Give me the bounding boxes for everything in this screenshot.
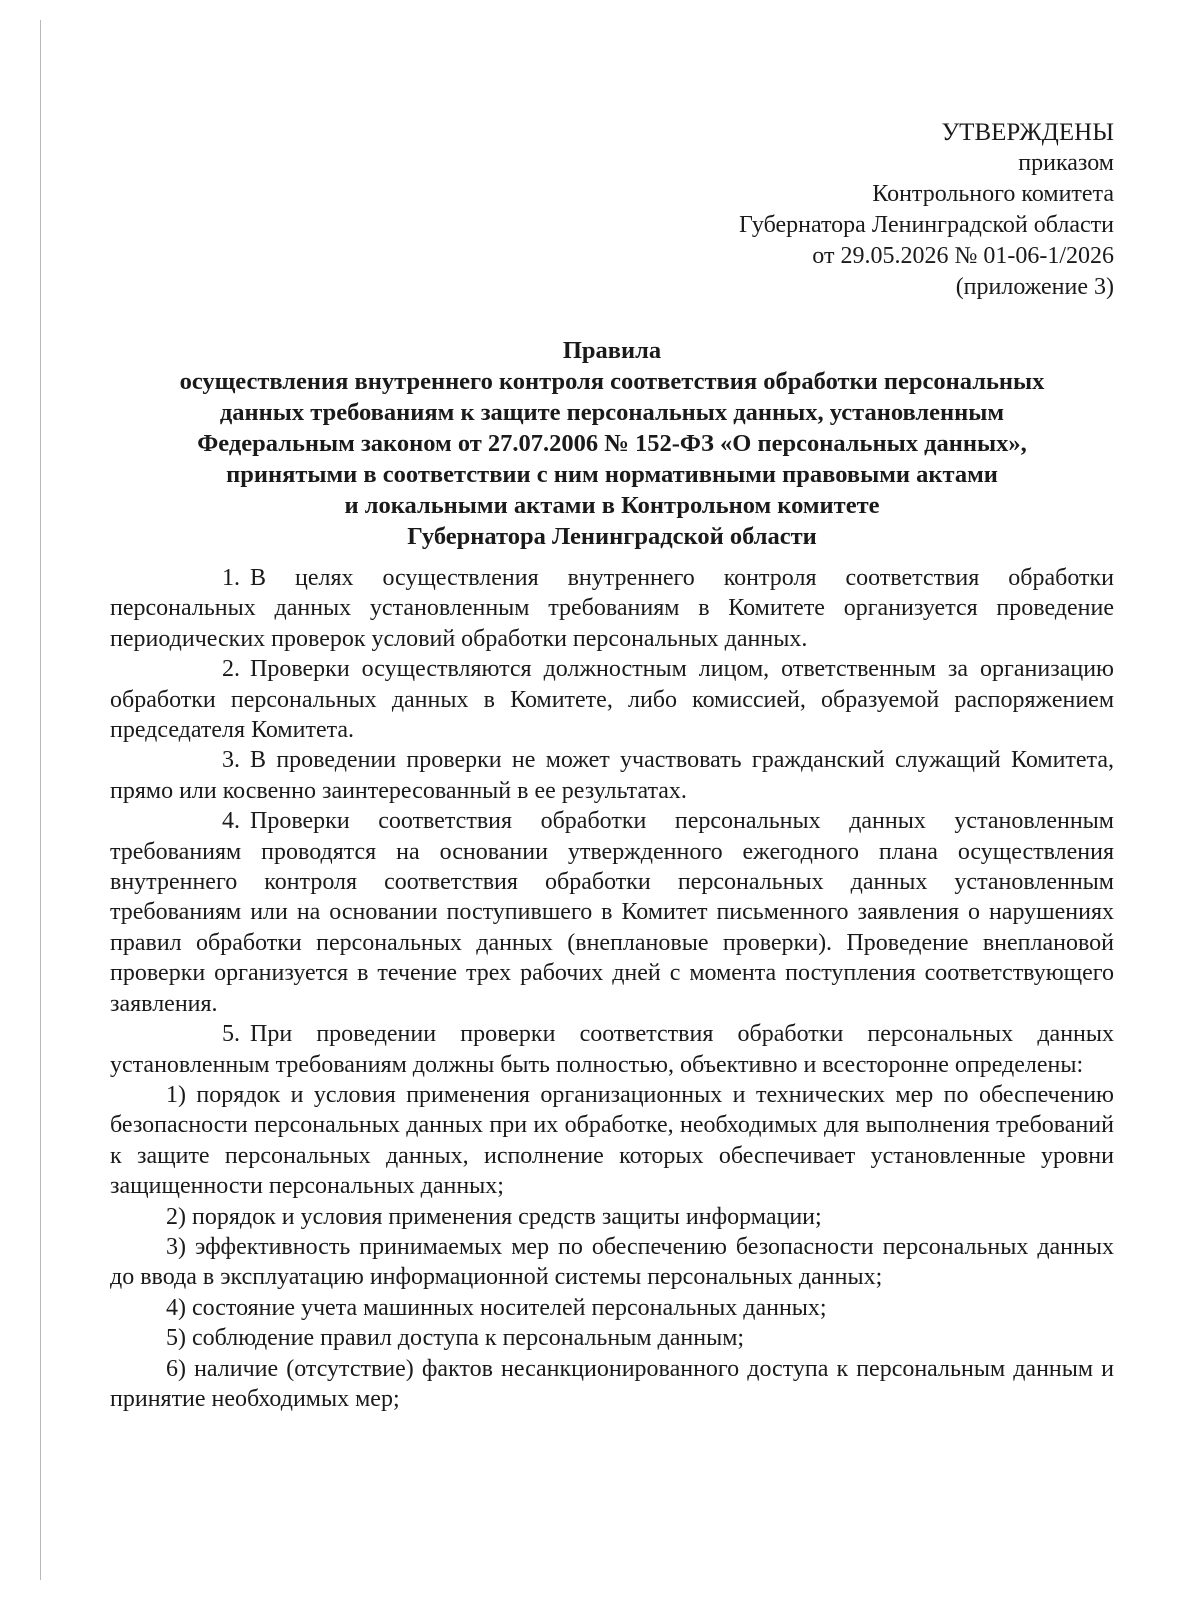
paragraph-number: 5. (222, 1021, 240, 1048)
paragraph-3 (110, 745, 1114, 806)
list-item-2 (110, 1202, 1114, 1232)
approval-heading: УТВЕРЖДЕНЫ (941, 119, 1114, 146)
list-item-text: 3) эффективность принимаемых мер по обеспечению безопасности персональных данных до ввода в эксплуатацию информационной системы персональных данных; (110, 1233, 1114, 1291)
paragraph-number: 3. (222, 747, 240, 774)
title-line: принятыми в соответствии с ним нормативными правовыми актами (226, 461, 998, 488)
title-line: и локальными актами в Контрольном комитете (344, 492, 880, 519)
approval-line-date-number: от 29.05.2026 № 01-06-1/2026 (812, 243, 1114, 269)
paragraph-text: В проведении проверки не может участвовать гражданский служащий Комитета, прямо или косвенно заинтересованный в ее результатах. (110, 747, 1114, 804)
paragraph-number: 2. (222, 656, 240, 683)
scan-margin-line (40, 20, 41, 1580)
document-body (110, 563, 1114, 1414)
list-item-6 (110, 1354, 1114, 1415)
paragraph-text: В целях осуществления внутреннего контроля соответствия обработки персональных данных установленным требованиям в Комитете организуется проведение периодических проверок условий обработки персональных данных. (110, 565, 1114, 652)
paragraph-1 (110, 563, 1114, 654)
approval-line-order: приказом (1018, 150, 1114, 176)
list-item-4 (110, 1293, 1114, 1323)
document-title (110, 335, 1114, 552)
paragraph-text: Проверки осуществляются должностным лицом, ответственным за организацию обработки персональных данных в Комитете, либо комиссией, образуемой распоряжением председателя Комитета. (110, 656, 1114, 744)
paragraph-number: 4. (222, 808, 240, 835)
list-item-text: 6) наличие (отсутствие) фактов несанкционированного доступа к персональным данным и принятие необходимых мер; (110, 1355, 1114, 1412)
paragraph-4 (110, 806, 1114, 1019)
title-line: данных требованиям к защите персональных данных, установленным (219, 399, 1005, 426)
list-item-3 (110, 1232, 1114, 1293)
title-line: Федеральным законом от 27.07.2006 № 152-ФЗ «О персональных данных», (197, 430, 1027, 457)
title-line: Правила (562, 337, 662, 364)
approval-stamp-block (414, 117, 1114, 303)
list-item-text: 4) состояние учета машинных носителей персональных данных; (166, 1294, 827, 1321)
approval-line-governor: Губернатора Ленинградской области (738, 212, 1114, 238)
paragraph-text: Проверки соответствия обработки персональных данных установленным требованиям проводятся на основании утвержденного ежегодного плана осуществления внутреннего контроля соответствия обработки персональных данных установленным требованиям или на основании поступившего в Комитет письменного заявления о нарушениях правил обработки персональных данных (внеплановые проверки). Проведение внеплановой проверки организуется в течение трех рабочих дней с момента поступления соответствующего заявления. (110, 808, 1114, 1017)
approval-line-committee: Контрольного комитета (872, 181, 1114, 207)
list-item-text: 5) соблюдение правил доступа к персональным данным; (166, 1325, 745, 1352)
approval-line-appendix: (приложение 3) (955, 274, 1114, 300)
list-item-text: 1) порядок и условия применения организационных и технических мер по обеспечению безопасности персональных данных при их обработке, необходимых для выполнения требований к защите персональных данных, исполнение которых обеспечивает установленные уровни защищенности персональных данных; (110, 1081, 1114, 1200)
list-item-1 (110, 1080, 1114, 1202)
paragraph-2 (110, 654, 1114, 745)
paragraph-5 (110, 1019, 1114, 1080)
paragraph-number: 1. (222, 565, 240, 591)
title-line: осуществления внутреннего контроля соответствия обработки персональных (179, 368, 1045, 395)
list-item-text: 2) порядок и условия применения средств защиты информации; (166, 1203, 822, 1230)
list-item-5 (110, 1323, 1114, 1353)
paragraph-text: При проведении проверки соответствия обработки персональных данных установленным требованиям должны быть полностью, объективно и всесторонне определены: (110, 1021, 1114, 1078)
title-line: Губернатора Ленинградской области (407, 523, 817, 550)
